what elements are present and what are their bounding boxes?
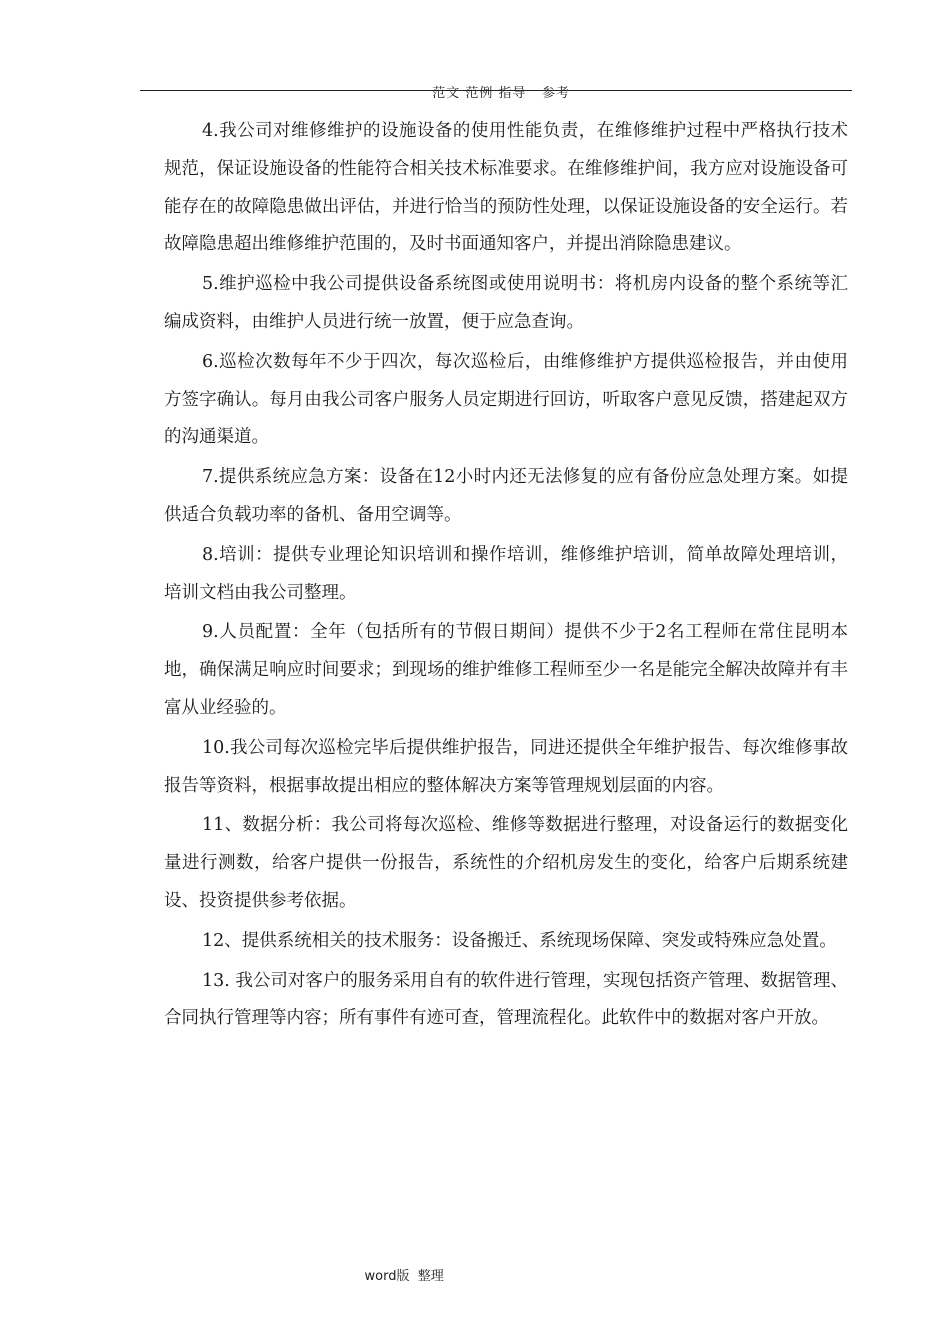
paragraph-9: 9.人员配置：全年（包括所有的节假日期间）提供不少于2名工程师在常住昆明本地，确保满足响应时间要求；到现场的维护维修工程师至少一名是能完全解决故障并有丰富从业经验的。 <box>164 622 848 718</box>
paragraph-10: 10.我公司每次巡检完毕后提供维护报告，同进还提供全年维护报告、每次维修事故报告等资料，根据事故提出相应的整体解决方案等管理规划层面的内容。 <box>164 737 848 796</box>
paragraph-6: 6.巡检次数每年不少于四次，每次巡检后，由维修维护方提供巡检报告，并由使用方签字确认。每月由我公司客户服务人员定期进行回访，听取客户意见反馈，搭建起双方的沟通渠道。 <box>164 351 848 448</box>
paragraph-8: 8.培训：提供专业理论知识培训和操作培训，维修维护培训，简单故障处理培训，培训文档由我公司整理。 <box>164 544 848 603</box>
document-body <box>164 113 848 1040</box>
footer-text: word版 整理 <box>364 1269 444 1284</box>
paragraph-11: 11、数据分析：我公司将每次巡检、维修等数据进行整理，对设备运行的数据变化量进行测数，给客户提供一份报告，系统性的介绍机房发生的变化，给客户后期系统建设、投资提供参考依据。 <box>164 815 848 911</box>
paragraph-4: 4.我公司对维修维护的设施设备的使用性能负责，在维修维护过程中严格执行技术规范，保证设施设备的性能符合相关技术标准要求。在维修维护间，我方应对设施设备可能存在的故障隐患做出评估，并进行恰当的预防性处理，以保证设施设备的安全运行。若故障隐患超出维修维护范围的，及时书面通知客户，并提出消除隐患建议。 <box>164 121 848 255</box>
paragraph-5: 5.维护巡检中我公司提供设备系统图或使用说明书：将机房内设备的整个系统等汇编成资料，由维护人员进行统一放置，便于应急查询。 <box>164 274 848 332</box>
paragraph-12: 12、提供系统相关的技术服务：设备搬迁、系统现场保障、突发或特殊应急处置。 <box>202 930 837 951</box>
page-header <box>140 70 852 101</box>
header-text: 范文 范例 指导 参考 <box>432 86 570 101</box>
paragraph-7: 7.提供系统应急方案：设备在12小时内还无法修复的应有备份应急处理方案。如提供适合负载功率的备机、备用空调等。 <box>164 467 848 525</box>
page-footer <box>0 1250 800 1284</box>
paragraph-13: 13. 我公司对客户的服务采用自有的软件进行管理，实现包括资产管理、数据管理、合同执行管理等内容；所有事件有迹可查，管理流程化。此软件中的数据对客户开放。 <box>164 970 848 1029</box>
